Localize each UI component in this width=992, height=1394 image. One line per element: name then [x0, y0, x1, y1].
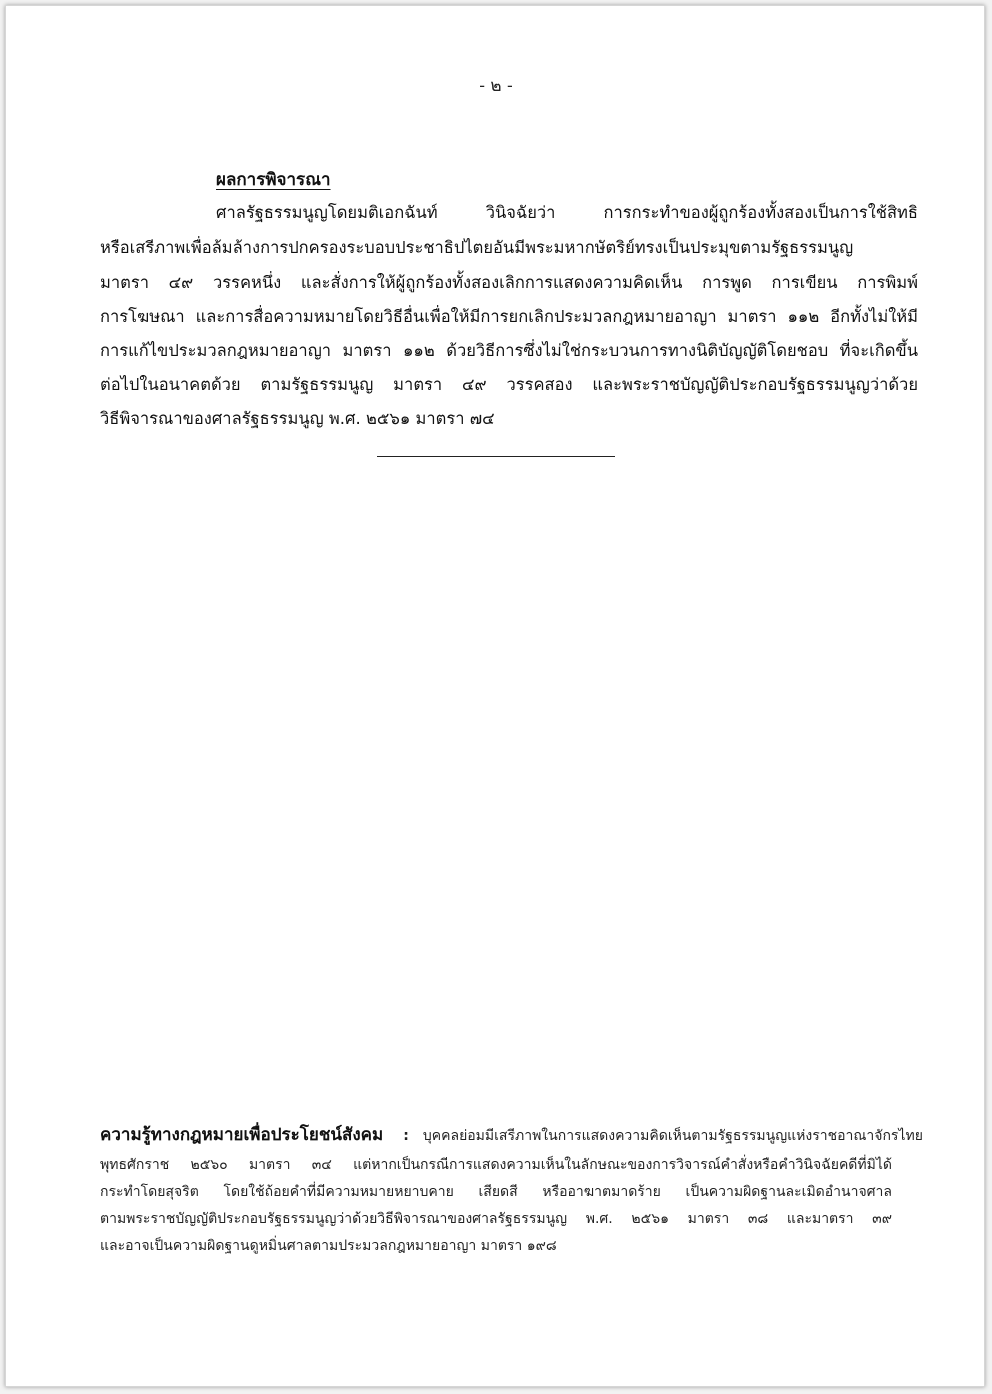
- footnote-text: บุคคลย่อมมีเสรีภาพในการแสดงความคิดเห็นตามรัฐธรรมนูญแห่งราชอาณาจักรไทย: [422, 1128, 923, 1144]
- body-line: มาตรา ๔๙ วรรคหนึ่ง และสั่งการให้ผู้ถูกร้องทั้งสองเลิกการแสดงความคิดเห็น การพูด การเขียน การพิมพ์: [100, 273, 918, 292]
- body-line: การโฆษณา และการสื่อความหมายโดยวิธีอื่นเพื่อให้มีการยกเลิกประมวลกฎหมายอาญา มาตรา ๑๑๒ อีกทั้งไม่ให้มี: [100, 307, 918, 326]
- footnote-colon: :: [403, 1128, 409, 1144]
- body-line: ศาลรัฐธรรมนูญโดยมติเอกฉันท์ วินิจฉัยว่า การกระทำของผู้ถูกร้องทั้งสองเป็นการใช้สิทธิ: [216, 203, 918, 222]
- body-line: วิธีพิจารณาของศาลรัฐธรรมนูญ พ.ศ. ๒๕๖๑ มาตรา ๗๔: [100, 409, 495, 428]
- footnote-line: พุทธศักราช ๒๕๖๐ มาตรา ๓๔ แต่หากเป็นกรณีการแสดงความเห็นในลักษณะของการวิจารณ์คำสั่งหรือคำวินิจฉัยคดีที่มิได้: [100, 1157, 892, 1173]
- page-number: - ๒ -: [479, 76, 513, 96]
- footnote-line: และอาจเป็นความผิดฐานดูหมิ่นศาลตามประมวลกฎหมายอาญา มาตรา ๑๙๘: [100, 1238, 557, 1254]
- section-heading: ผลการพิจารณา: [216, 170, 331, 190]
- end-separator-line: [377, 456, 615, 457]
- body-line: การแก้ไขประมวลกฎหมายอาญา มาตรา ๑๑๒ ด้วยวิธีการซึ่งไม่ใช่กระบวนการทางนิติบัญญัติโดยชอบ ที่จะเกิดขึ้น: [100, 341, 918, 360]
- footnote-first-line: [100, 1121, 923, 1148]
- body-line: หรือเสรีภาพเพื่อล้มล้างการปกครองระบอบประชาธิปไตยอันมีพระมหากษัตริย์ทรงเป็นประมุขตามรัฐธรรมนูญ: [100, 238, 854, 257]
- body-line: ต่อไปในอนาคตด้วย ตามรัฐธรรมนูญ มาตรา ๔๙ วรรคสอง และพระราชบัญญัติประกอบรัฐธรรมนูญว่าด้วย: [100, 375, 918, 394]
- footnote-title: ความรู้ทางกฎหมายเพื่อประโยชน์สังคม: [100, 1125, 384, 1145]
- footnote-line: กระทำโดยสุจริต โดยใช้ถ้อยคำที่มีความหมายหยาบคาย เสียดสี หรืออาฆาตมาดร้าย เป็นความผิดฐานละเมิดอำนาจศาล: [100, 1184, 892, 1200]
- footnote-line: ตามพระราชบัญญัติประกอบรัฐธรรมนูญว่าด้วยวิธีพิจารณาของศาลรัฐธรรมนูญ พ.ศ. ๒๕๖๑ มาตรา ๓๘ และมาตรา ๓๙: [100, 1211, 892, 1227]
